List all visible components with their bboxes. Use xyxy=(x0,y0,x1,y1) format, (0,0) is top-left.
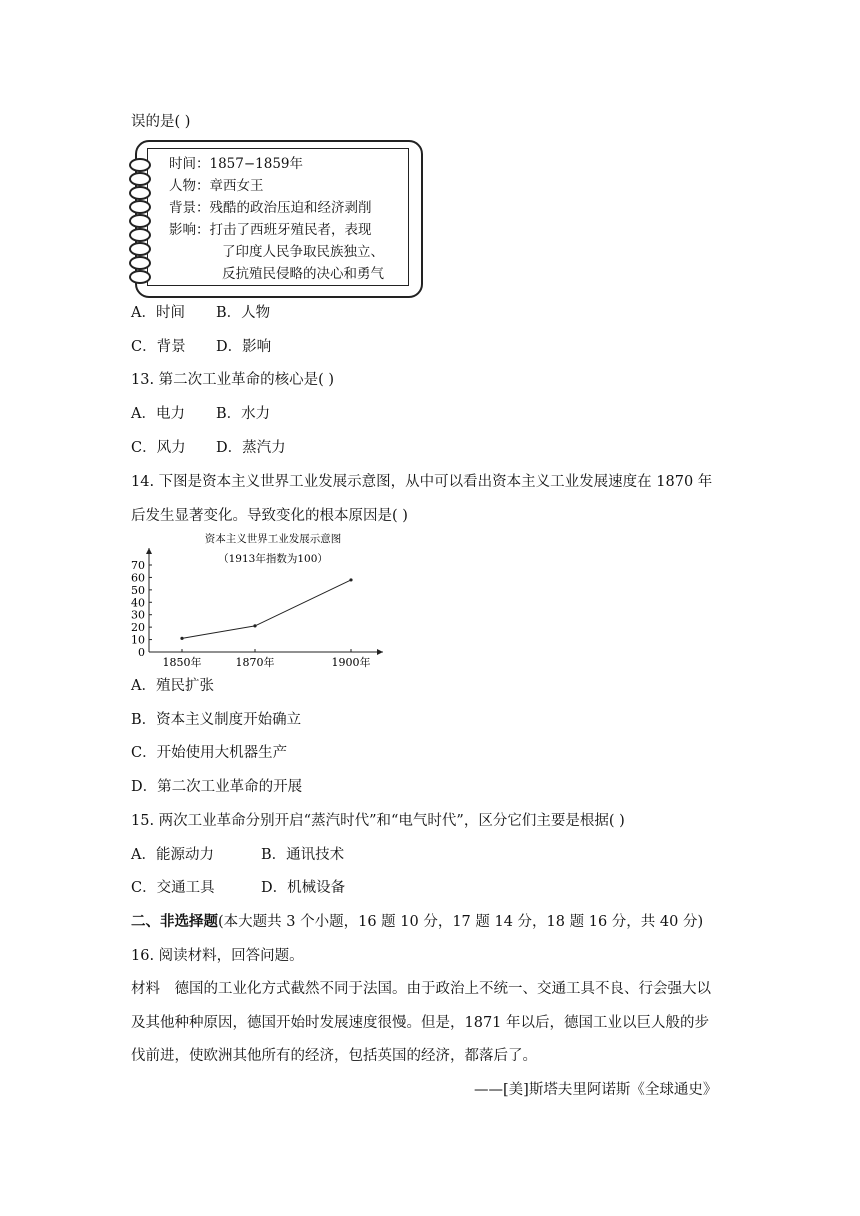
q13-option-c[interactable]: C．风力 xyxy=(131,440,186,456)
q12-option-c[interactable]: C．背景 xyxy=(131,339,186,355)
q12-stem-tail: 误的是( ) xyxy=(131,114,191,130)
spiral-ring xyxy=(129,256,151,270)
chart-svg xyxy=(125,532,395,672)
spiral-ring xyxy=(129,228,151,242)
notebook-card xyxy=(125,140,421,296)
data-point xyxy=(180,637,183,640)
y-tick-label: 30 xyxy=(131,608,145,622)
q16-material-line2: 及其他种种原因，德国开始时发展速度很慢。但是，1871 年以后，德国工业以巨人般的步 xyxy=(131,1015,710,1031)
spiral-ring xyxy=(129,270,151,284)
q13-option-a[interactable]: A．电力 xyxy=(131,406,185,422)
q13-option-d[interactable]: D．蒸汽力 xyxy=(216,440,286,456)
section2-heading-line xyxy=(131,913,703,931)
q15-option-a[interactable]: A．能源动力 xyxy=(131,847,214,863)
spiral-ring xyxy=(129,186,151,200)
q13-stem: 13. 第二次工业革命的核心是( ) xyxy=(131,372,335,388)
q14-stem-line2: 后发生显著变化。导致变化的根本原因是( ) xyxy=(131,508,408,524)
q12-option-d[interactable]: D．影响 xyxy=(216,339,272,355)
q12-option-a[interactable]: A．时间 xyxy=(131,305,185,321)
card-line-time: 时间：1857−1859年 xyxy=(169,156,304,172)
q16-source: ——[美]斯塔夫里阿诺斯《全球通史》 xyxy=(474,1082,718,1098)
section2-heading: 二、非选择题 xyxy=(131,913,218,930)
q15-option-d[interactable]: D．机械设备 xyxy=(261,880,346,896)
q13-option-b[interactable]: B．水力 xyxy=(216,406,271,422)
series-line xyxy=(182,580,351,638)
q14-option-d[interactable]: D．第二次工业革命的开展 xyxy=(131,779,303,795)
q16-material-line3: 伐前进，使欧洲其他所有的经济，包括英国的经济，都落后了。 xyxy=(131,1048,537,1064)
industry-index-chart xyxy=(125,532,395,672)
q16-stem: 16. 阅读材料，回答问题。 xyxy=(131,948,304,964)
card-line-impact-cont: 了印度人民争取民族独立、 xyxy=(222,244,384,260)
y-tick-label: 20 xyxy=(131,621,145,635)
y-tick-label: 40 xyxy=(131,596,145,610)
y-tick-label: 0 xyxy=(138,646,145,659)
spiral-ring xyxy=(129,214,151,228)
data-point xyxy=(349,578,352,581)
card-line-impact: 影响：打击了西班牙殖民者，表现 xyxy=(169,222,372,238)
q14-option-b[interactable]: B．资本主义制度开始确立 xyxy=(131,712,302,728)
y-tick-label: 70 xyxy=(131,559,145,572)
y-tick-label: 10 xyxy=(131,633,145,647)
spiral-ring xyxy=(129,242,151,256)
q16-material-line1: 材料 德国的工业化方式截然不同于法国。由于政治上不统一、交通工具不良、行会强大以 xyxy=(131,981,711,997)
spiral-ring xyxy=(129,158,151,172)
card-line-background: 背景：残酷的政治压迫和经济剥削 xyxy=(169,200,372,216)
y-tick-label: 60 xyxy=(131,571,145,585)
x-tick-label: 1870年 xyxy=(235,656,275,669)
data-point xyxy=(253,624,256,627)
spiral-ring xyxy=(129,200,151,214)
card-line-person: 人物：章西女王 xyxy=(169,178,264,194)
x-tick-label: 1850年 xyxy=(162,656,202,669)
chart-title: 资本主义世界工业发展示意图 xyxy=(204,533,342,545)
card-line-impact-cont: 反抗殖民侵略的决心和勇气 xyxy=(222,266,384,282)
chart-series xyxy=(180,578,352,640)
q14-option-c[interactable]: C．开始使用大机器生产 xyxy=(131,745,288,761)
chart-subtitle: （1913年指数为100） xyxy=(218,553,328,565)
spiral-ring xyxy=(129,172,151,186)
q14-stem-line1: 14. 下图是资本主义世界工业发展示意图，从中可以看出资本主义工业发展速度在 1870 年 xyxy=(131,474,713,490)
section2-note: (本大题共 3 个小题，16 题 10 分，17 题 14 分，18 题 16 分，共 40 分) xyxy=(218,914,704,930)
q14-option-a[interactable]: A．殖民扩张 xyxy=(131,678,214,694)
q15-option-b[interactable]: B．通讯技术 xyxy=(261,847,345,863)
x-axis-arrow xyxy=(377,649,383,655)
y-axis-arrow xyxy=(146,548,152,554)
q12-option-b[interactable]: B．人物 xyxy=(216,305,271,321)
q15-stem: 15. 两次工业革命分别开启“蒸汽时代”和“电气时代”，区分它们主要是根据( ) xyxy=(131,813,625,829)
q15-option-c[interactable]: C．交通工具 xyxy=(131,880,215,896)
y-tick-label: 50 xyxy=(131,583,145,597)
x-tick-label: 1900年 xyxy=(331,656,371,669)
